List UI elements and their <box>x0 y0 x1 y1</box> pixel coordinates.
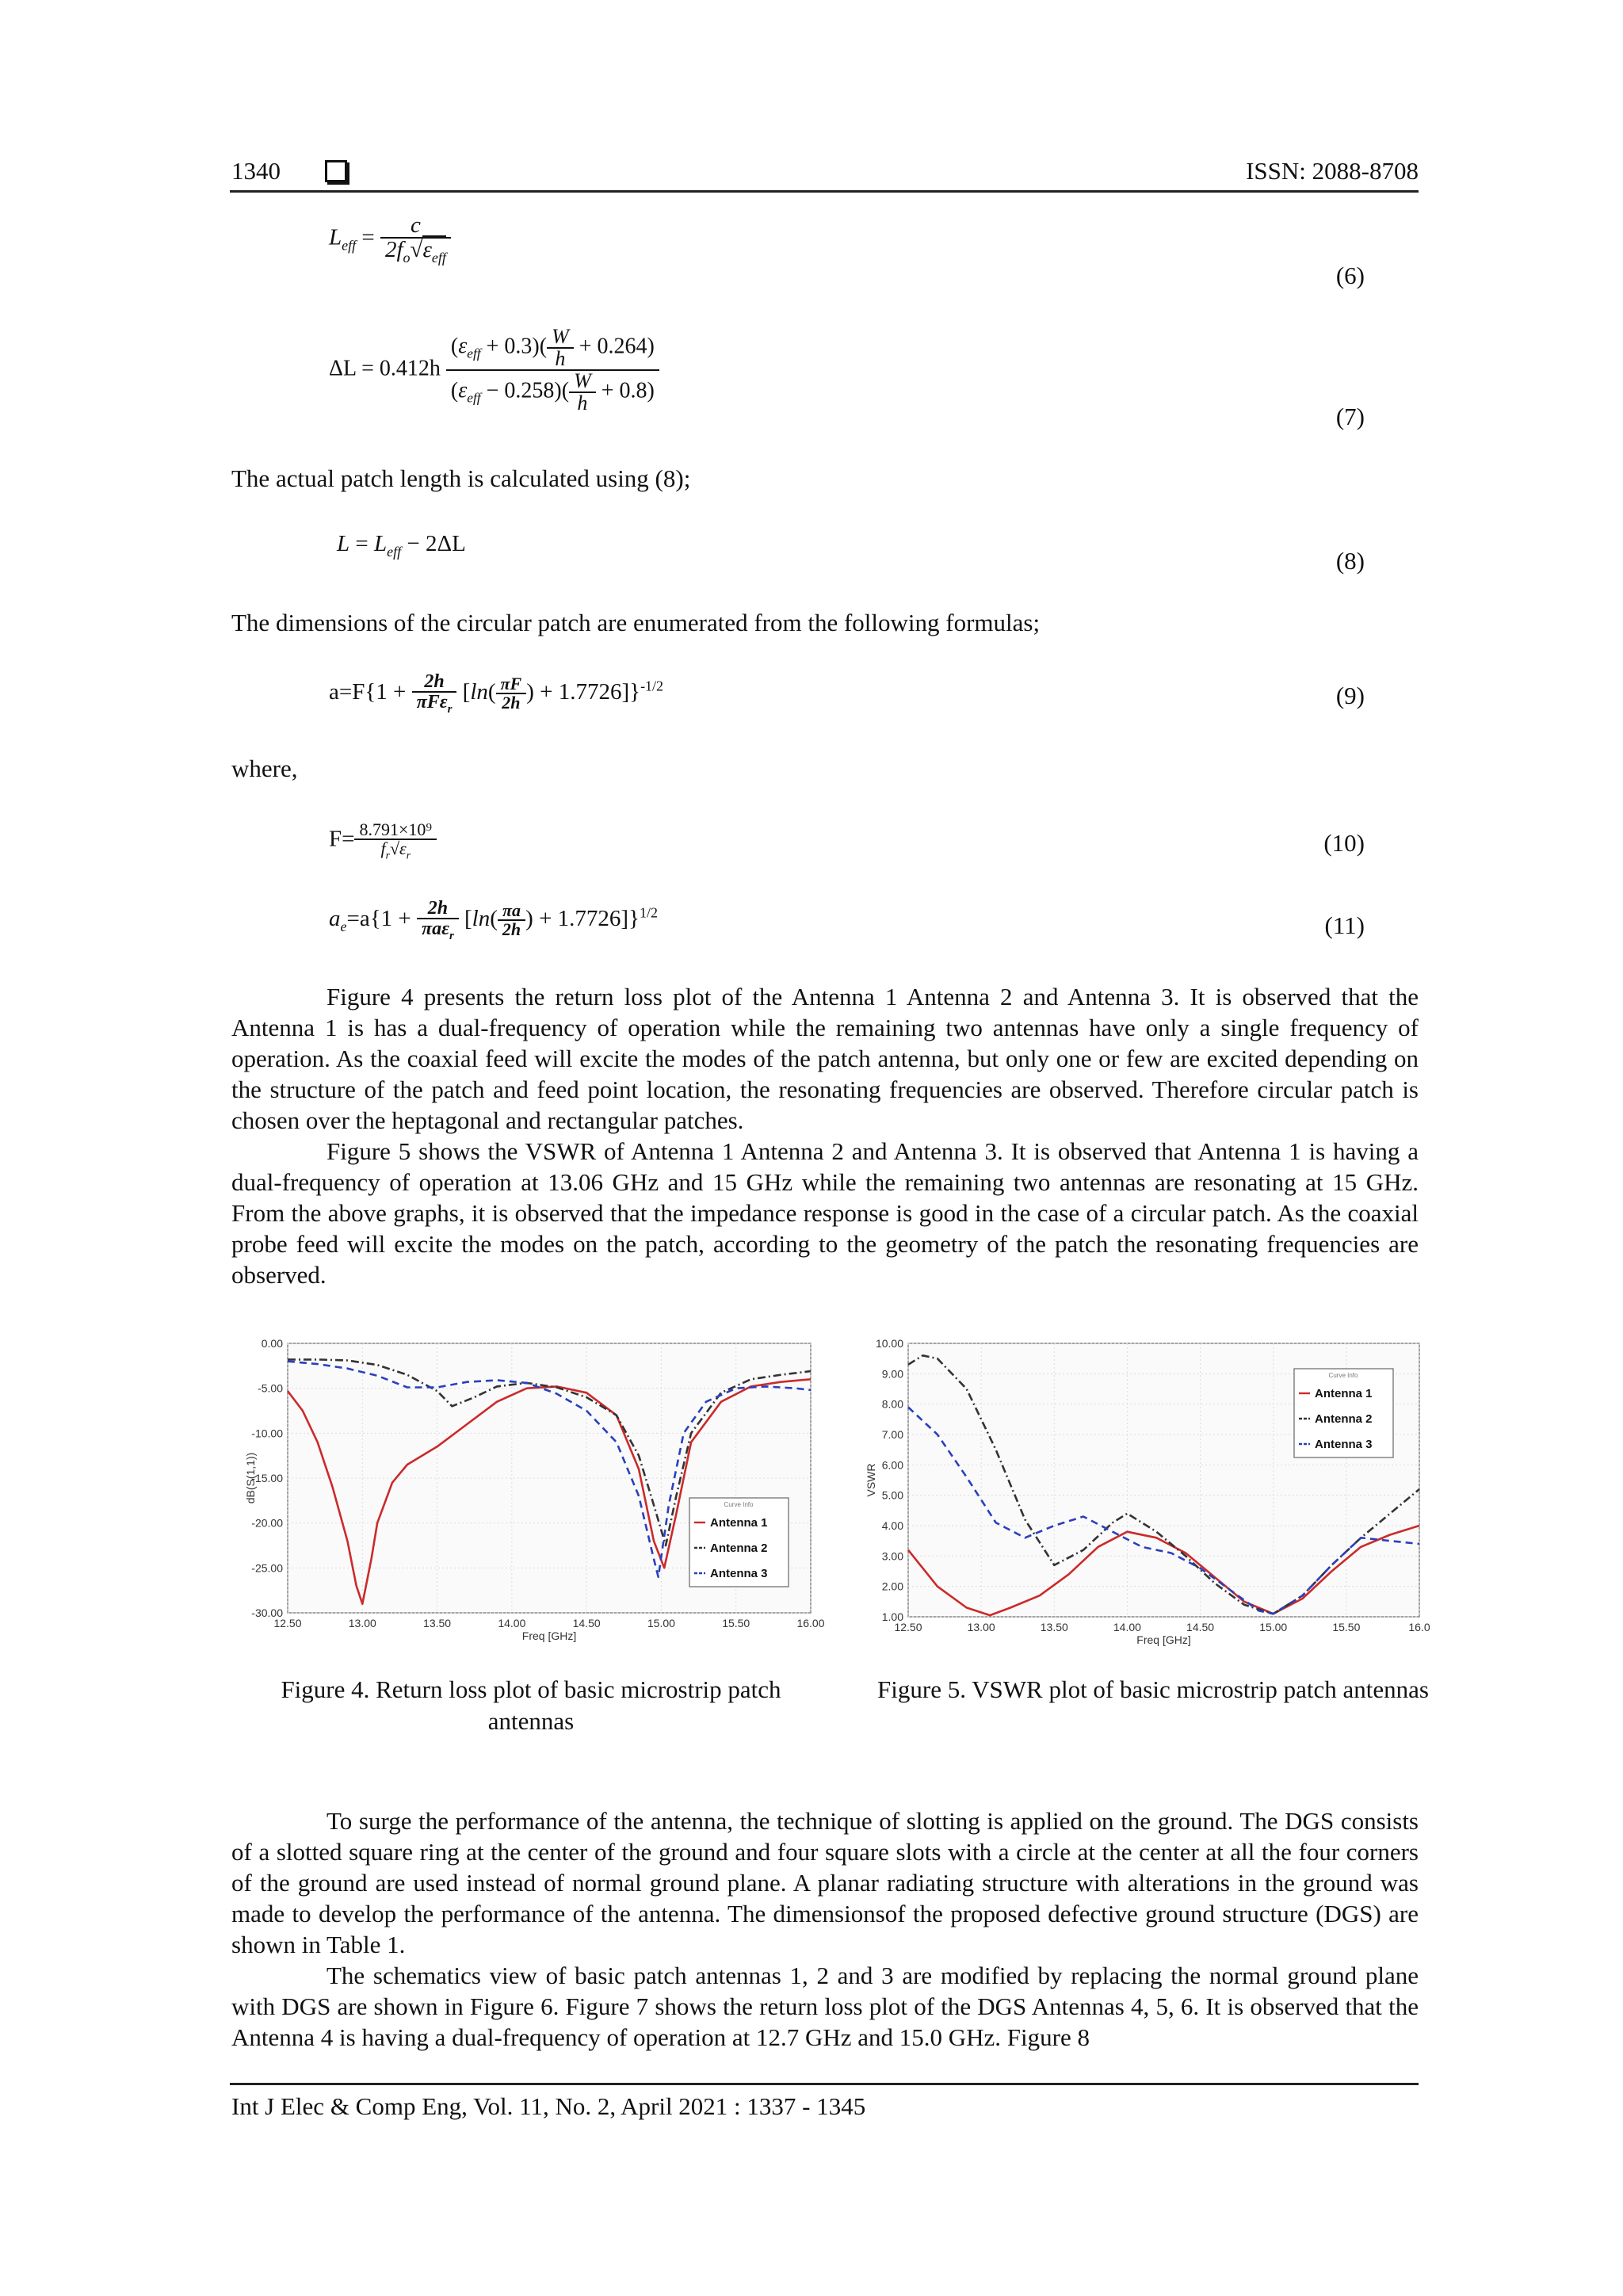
equation-8: $L = L_{eff} - 2\Delta L$ <box>337 531 466 560</box>
x-tick-label: 15.00 <box>1259 1621 1288 1633</box>
checkbox-icon <box>325 160 347 182</box>
x-tick-label: 15.50 <box>722 1617 750 1629</box>
figure-5 <box>862 1335 1441 1656</box>
issn: ISSN: 2088-8708 <box>1246 157 1419 185</box>
y-tick-label: 5.00 <box>881 1488 903 1502</box>
equation-7-number: (7) <box>1335 403 1365 430</box>
x-tick-label: 13.00 <box>348 1617 376 1629</box>
x-axis-label: Freq [GHz] <box>521 1629 577 1642</box>
equation-6-number: (6) <box>1335 262 1365 289</box>
circular-intro: The dimensions of the circular patch are enumerated from the following formulas; <box>231 609 1041 636</box>
x-tick-label: 15.50 <box>1332 1621 1361 1633</box>
equation-11: $a_e=a\{1$ + $\frac{2h}{\pi a\varepsilon_r}$ [ln( $\frac{\pi a}{2h}$ ) + 1.7726]}$^{1/2}$ <box>329 898 658 942</box>
y-tick-label: 2.00 <box>881 1580 903 1593</box>
y-tick-label: 4.00 <box>881 1519 903 1532</box>
x-tick-label: 13.50 <box>1040 1621 1068 1633</box>
equation-9-number: (9) <box>1335 682 1365 709</box>
footer-rule <box>230 2083 1419 2085</box>
body-text-block-1 <box>231 981 1419 1290</box>
x-tick-label: 12.50 <box>894 1621 922 1633</box>
y-tick-label: 0.00 <box>261 1337 283 1350</box>
x-tick-label: 14.50 <box>572 1617 601 1629</box>
paragraph-schematics: The schematics view of basic patch antennas 1, 2 and 3 are modified by replacing the normal ground plane with DGS are shown in Figure 6. Figure 7 shows the return loss plot of the DGS Antennas 4, 5, 6. It is observed that the Antenna 4 is having a dual-frequency of operation at 12.7 GHz and 15.0 GHz. Figure 8 <box>231 1962 1419 2051</box>
y-tick-label: -30.00 <box>251 1606 283 1619</box>
x-tick-label: 12.50 <box>273 1617 302 1629</box>
return-loss-chart <box>242 1335 828 1652</box>
y-tick-label: 7.00 <box>881 1428 903 1441</box>
equation-10-number: (10) <box>1323 829 1365 857</box>
legend-entry: Antenna 2 <box>710 1541 768 1555</box>
x-tick-label: 16.00 <box>796 1617 825 1629</box>
figure-4-caption: Figure 4. Return loss plot of basic microstrip patch antennas <box>281 1675 781 1735</box>
y-tick-label: 10.00 <box>875 1337 903 1350</box>
y-tick-label: 3.00 <box>881 1549 903 1563</box>
x-tick-label: 13.50 <box>423 1617 452 1629</box>
legend-entry: Antenna 1 <box>710 1516 768 1530</box>
equation-11-number: (11) <box>1324 911 1365 939</box>
x-tick-label: 14.00 <box>498 1617 526 1629</box>
y-tick-label: 6.00 <box>881 1458 903 1472</box>
equation-7: ΔL = 0.412h $(\varepsilon_{eff} + 0.3)$( $\frac{W}{h}$ + 0.264) $(\varepsilon_{eff} - 0.258)$( $\frac{W}{h}$ + 0.8) <box>329 327 659 414</box>
x-tick-label: 13.00 <box>967 1621 995 1633</box>
equation-6: $L_{eff}$ = $\frac{c}{2f_o√\varepsilon_{eff}}$ <box>329 214 451 265</box>
y-axis-label: dB(S(1,1)) <box>244 1452 257 1504</box>
y-tick-label: -20.00 <box>251 1516 283 1530</box>
legend-entry: Antenna 3 <box>710 1567 768 1580</box>
x-tick-label: 15.00 <box>647 1617 675 1629</box>
equation-9: a=F{1 + $\frac{2h}{\pi F\varepsilon_r}$ [ln( $\frac{\pi F}{2h}$ ) + 1.7726]}$^{-1/2}$ <box>329 671 664 716</box>
y-tick-label: -10.00 <box>251 1427 283 1440</box>
y-tick-label: -25.00 <box>251 1561 283 1575</box>
equation-8-number: (8) <box>1335 547 1365 575</box>
y-axis-label: VSWR <box>865 1463 877 1497</box>
legend-header: Curve Info <box>724 1501 754 1508</box>
page-number: 1340 <box>231 157 281 185</box>
y-tick-label: 8.00 <box>881 1397 903 1411</box>
y-tick-label: 1.00 <box>881 1610 903 1623</box>
equation-10: F= $\frac{\text{8.791×10⁹}}{f_r√\varepsilon_r}$ <box>329 821 437 861</box>
where-label: where, <box>231 755 298 782</box>
footer-citation: Int J Elec & Comp Eng, Vol. 11, No. 2, April 2021 : 1337 - 1345 <box>231 2092 866 2120</box>
y-tick-label: 9.00 <box>881 1367 903 1381</box>
patch-length-intro: The actual patch length is calculated using (8); <box>231 464 691 492</box>
paragraph-figure4: Figure 4 presents the return loss plot of the Antenna 1 Antenna 2 and Antenna 3. It is observed that the Antenna 1 is has a dual-frequency of operation while the remaining two antennas have only a single frequency of operation. As the coaxial feed will excite the modes of the patch antenna, but only one or few are excited depending on the structure of the patch and feed point location, the resonating frequencies are observed. Therefore circular patch is chosen over the heptagonal and rectangular patches. <box>231 983 1419 1134</box>
paragraph-figure5: Figure 5 shows the VSWR of Antenna 1 Antenna 2 and Antenna 3. It is observed that Antenna 1 is having a dual-frequency of operation at 13.06 GHz and 15 GHz while the remaining two antennas are resonating at 15 GHz. From the above graphs, it is observed that the impedance response is good in the case of a circular patch. As the coaxial probe feed will excite the modes on the patch, according to the geometry of the patch the resonating frequencies are observed. <box>231 1137 1419 1289</box>
legend-header: Curve Info <box>1328 1372 1358 1379</box>
legend-entry: Antenna 2 <box>1315 1412 1373 1426</box>
figure-4 <box>242 1335 828 1656</box>
paragraph-dgs: To surge the performance of the antenna, the technique of slotting is applied on the ground. The DGS consists of a slotted square ring at the center of the ground and four square slots with a circle at the center at all the four corners of the ground are used instead of normal ground plane. A planar radiating structure with alterations in the ground was made to develop the performance of the antenna. The dimensionsof the proposed defective ground structure (DGS) are shown in Table 1. <box>231 1807 1419 1958</box>
legend-entry: Antenna 1 <box>1315 1387 1373 1400</box>
x-tick-label: 14.50 <box>1186 1621 1215 1633</box>
header-rule <box>230 190 1419 193</box>
y-tick-label: -15.00 <box>251 1472 283 1484</box>
x-axis-label: Freq [GHz] <box>1136 1633 1191 1646</box>
x-tick-label: 16.0 <box>1408 1621 1430 1633</box>
body-text-block-2 <box>231 1805 1419 2053</box>
figure-5-caption: Figure 5. VSWR plot of basic microstrip patch antennas <box>877 1675 1429 1703</box>
legend-entry: Antenna 3 <box>1315 1438 1373 1451</box>
vswr-chart <box>862 1335 1441 1652</box>
y-tick-label: -5.00 <box>258 1381 283 1395</box>
x-tick-label: 14.00 <box>1113 1621 1141 1633</box>
